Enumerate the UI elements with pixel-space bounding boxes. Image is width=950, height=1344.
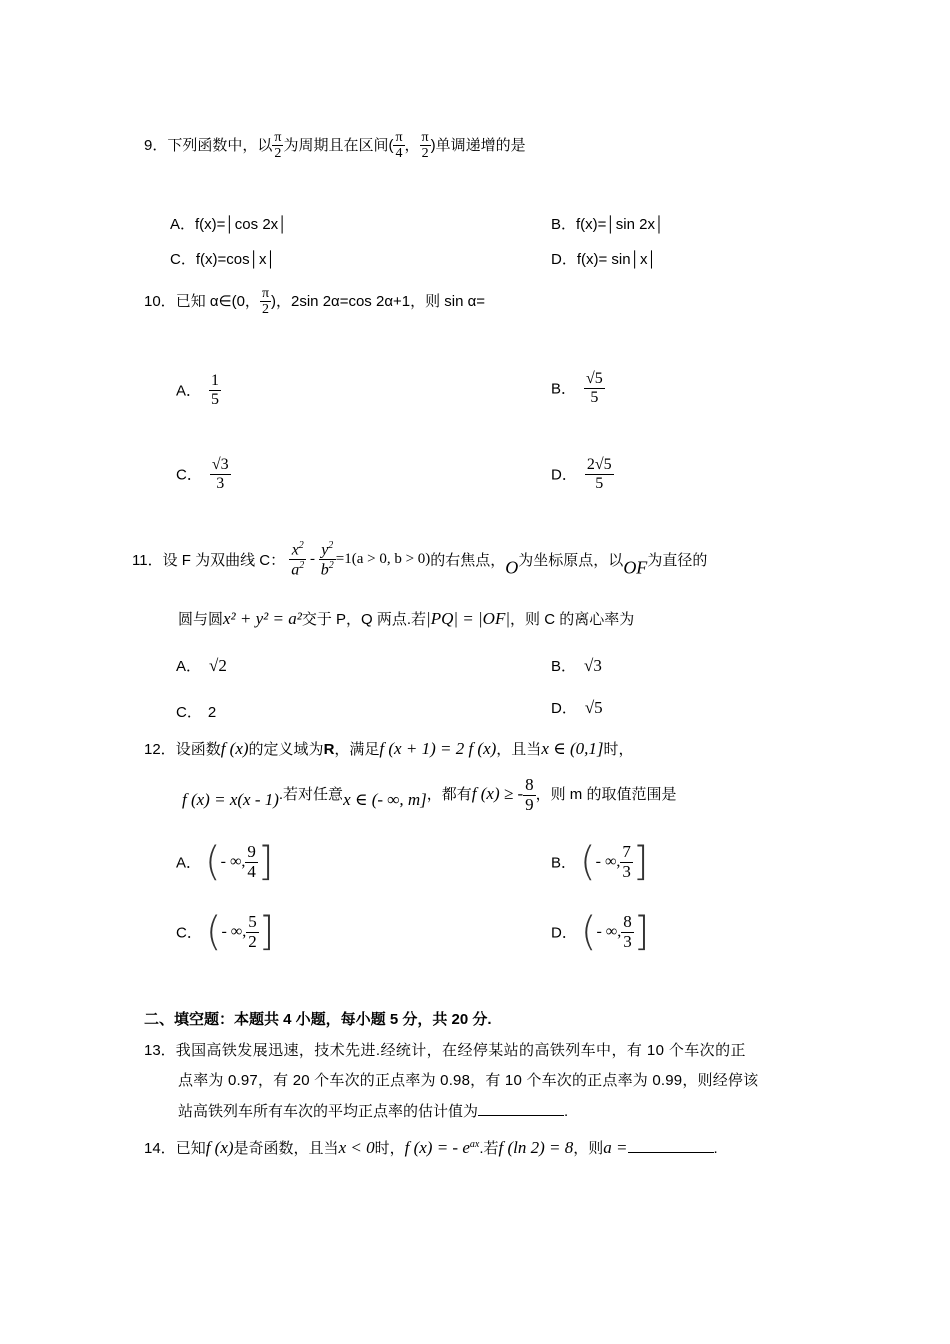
q11-line2-c: ，则 C 的离心率为 bbox=[510, 611, 635, 628]
q12-line1 bbox=[144, 738, 633, 759]
q12-number: 12． bbox=[144, 741, 176, 758]
q11-line2-a: 圆与圆 bbox=[178, 611, 224, 628]
q11-option-c: C． 2 bbox=[176, 704, 217, 721]
q12-text: 设函数 bbox=[175, 741, 221, 758]
q9-period-fraction: $\frac{\pi}{2}$ bbox=[274, 130, 282, 162]
q9-interval-right: $\frac{\pi}{2}$ bbox=[421, 130, 429, 162]
q9-comma: ， bbox=[404, 136, 420, 154]
q9-option-d: D．f(x)= sin│x│ bbox=[551, 251, 657, 268]
q9-text-3: )单调递增的是 bbox=[430, 136, 526, 154]
q12-line2 bbox=[182, 776, 676, 814]
q12-eq2: f (x) = x(x - 1) bbox=[182, 790, 279, 810]
q11-condition: |PQ| = |OF| bbox=[426, 609, 511, 628]
q12-option-c: C． (- ∞, $\frac{5}{2}$ ] bbox=[176, 909, 275, 955]
q10-line bbox=[144, 286, 485, 318]
q11-circle-eq: x² + y² = a² bbox=[223, 609, 302, 628]
q12-text-7: ，都有 bbox=[426, 786, 472, 804]
q11-eq-rest: =1(a > 0, b > 0) bbox=[335, 550, 431, 567]
q11-line1: 11．设 F 为双曲线 C： $\frac{x^2}{a^2}$ - $\frac{y^2}{b^2}$ =1(a > 0, b > 0)的右焦点，O为坐标原点，以OF为直径的 bbox=[132, 540, 708, 579]
q11-text-4: 为直径的 bbox=[647, 551, 708, 569]
q12-eq1: f (x + 1) = 2 f (x) bbox=[379, 739, 497, 758]
q14-answer-blank[interactable] bbox=[628, 1138, 714, 1153]
q11-option-b: B． √3 bbox=[551, 656, 602, 675]
q11-eq-x-frac: $\frac{x^2}{a^2}$ bbox=[291, 540, 305, 579]
q10-text-2: )，2sin 2α=cos 2α+1，则 sin α= bbox=[271, 292, 486, 310]
q9-number: 9． bbox=[144, 136, 168, 154]
q12-option-b: B． (- ∞, $\frac{7}{3}$ ] bbox=[551, 839, 649, 885]
q10-option-a: A． $\frac{1}{5}$ bbox=[176, 372, 220, 408]
q14-exp: ax bbox=[469, 1139, 480, 1150]
q14-text-2: 是奇函数，且当 bbox=[233, 1140, 339, 1157]
q14-fx: f (x) bbox=[205, 1138, 234, 1157]
q14-a: a = bbox=[603, 1138, 628, 1157]
q11-eq-y-frac: $\frac{y^2}{b^2}$ bbox=[320, 540, 334, 579]
q12-fx: f (x) bbox=[220, 739, 249, 758]
q13-line3 bbox=[178, 1100, 568, 1121]
q13-answer-blank[interactable] bbox=[478, 1101, 564, 1116]
q11-text-2: 的右焦点， bbox=[430, 551, 506, 569]
q14-text-3: 时， bbox=[374, 1140, 405, 1157]
q10-option-b: B． $\frac{√5}{5}$ bbox=[551, 370, 603, 406]
q9-text-2: 为周期且在区间( bbox=[283, 136, 394, 154]
q11-option-d: D． √5 bbox=[551, 698, 603, 717]
q13-text-3: 站高铁列车所有车次的平均正点率的估计值为 bbox=[178, 1103, 479, 1120]
q14-eq2: f (ln 2) = 8 bbox=[498, 1138, 574, 1157]
q11-option-a: A． √2 bbox=[176, 656, 227, 675]
q9-option-a: A．f(x)=│cos 2x│ bbox=[170, 216, 288, 233]
q12-domain: x ∈ (0,1] bbox=[541, 739, 604, 758]
q12-domain2: x ∈ (- ∞, m] bbox=[343, 790, 427, 810]
q12-text-6: .若对任意 bbox=[278, 786, 344, 804]
q13-line2: 点率为 0.97，有 20 个车次的正点率为 0.98，有 10 个车次的正点率为 0.99，则经停该 bbox=[178, 1072, 759, 1089]
q10-option-d: D． $\frac{2√5}{5}$ bbox=[551, 456, 612, 492]
q10-option-c: C． $\frac{√3}{3}$ bbox=[176, 456, 229, 492]
q14-end: . bbox=[713, 1140, 718, 1157]
q12-ineq: f (x) ≥ - bbox=[471, 784, 524, 804]
q13-text-1: 我国高铁发展迅速，技术先进.经统计，在经停某站的高铁列车中，有 10 个车次的正 bbox=[175, 1042, 746, 1059]
q9-line bbox=[144, 130, 526, 180]
q12-text-2: 的定义域为 bbox=[248, 741, 324, 758]
q11-text: 设 F 为双曲线 C： bbox=[162, 551, 286, 569]
q12-text-8: ，则 m 的取值范围是 bbox=[535, 786, 677, 804]
q13-line1 bbox=[144, 1039, 746, 1060]
q11-line2 bbox=[178, 608, 634, 629]
q12-ineq-frac: $\frac{8}{9}$ bbox=[525, 775, 534, 814]
q14-text: 已知 bbox=[175, 1140, 206, 1157]
q10-number: 10． bbox=[144, 292, 176, 310]
q12-text-4: ，且当 bbox=[496, 741, 542, 758]
q11-number: 11． bbox=[132, 551, 163, 569]
q11-of: OF bbox=[623, 557, 648, 578]
q9-option-c: C．f(x)=cos│x│ bbox=[170, 251, 276, 268]
q12-option-d: D． (- ∞, $\frac{8}{3}$ ] bbox=[551, 909, 650, 955]
q14-text-4: .若 bbox=[479, 1140, 499, 1157]
q10-fraction: $\frac{\pi}{2}$ bbox=[261, 286, 270, 318]
q13-end: . bbox=[564, 1103, 569, 1120]
q14-text-5: ，则 bbox=[573, 1140, 604, 1157]
q14-condition: x < 0 bbox=[338, 1138, 375, 1157]
q13-number: 13． bbox=[144, 1042, 176, 1059]
q14-number: 14． bbox=[144, 1140, 176, 1157]
q9-interval-left: $\frac{\pi}{4}$ bbox=[395, 130, 403, 162]
q11-text-3: 为坐标原点，以 bbox=[518, 551, 624, 569]
q12-text-3: ，满足 bbox=[334, 741, 380, 758]
q14-eq: f (x) = - e bbox=[404, 1138, 470, 1157]
q9-option-b: B．f(x)=│sin 2x│ bbox=[551, 216, 665, 233]
section-title: 二、填空题：本题共 4 小题，每小题 5 分，共 20 分. bbox=[144, 1011, 492, 1028]
q12-text-5: 时， bbox=[603, 741, 634, 758]
q9-text: 下列函数中，以 bbox=[167, 136, 273, 154]
q11-line2-b: 交于 P，Q 两点.若 bbox=[301, 611, 427, 628]
q10-text: 已知 α∈(0， bbox=[175, 292, 260, 310]
q12-option-a: A． (- ∞, $\frac{9}{4}$ ] bbox=[176, 839, 274, 885]
q14-line bbox=[144, 1137, 718, 1158]
q11-origin: O bbox=[505, 557, 519, 578]
q12-r: R bbox=[323, 741, 335, 758]
